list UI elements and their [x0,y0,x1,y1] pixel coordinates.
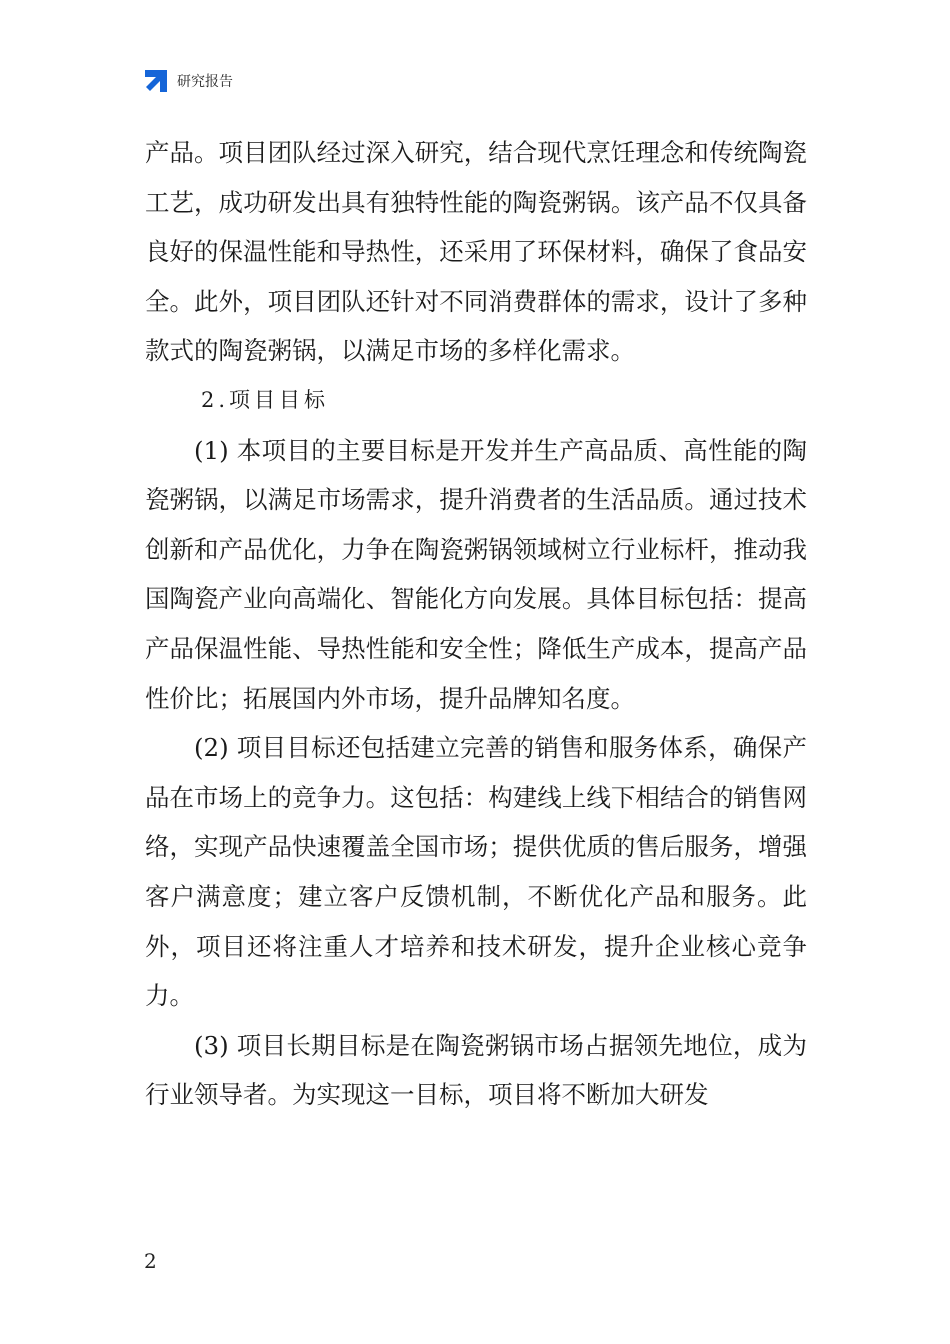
paragraph-goal-3: (3) 项目长期目标是在陶瓷粥锅市场占据领先地位，成为行业领导者。为实现这一目标，项目将不断加大研发 [145,1030,807,1110]
report-header [143,68,233,94]
section-heading-project-goals: 2.项目目标 [201,387,330,412]
page-number: 2 [144,1249,157,1273]
arrow-up-right-icon [143,68,169,94]
header-title: 研究报告 [177,74,233,90]
paragraph-goal-2: (2) 项目目标还包括建立完善的销售和服务体系，确保产品在市场上的竞争力。这包括：构建线上线下相结合的销售网络，实现产品快速覆盖全国市场；提供优质的售后服务，增强客户满意度；建立客户反馈机制，不断优化产品和服务。此外，项目还将注重人才培养和技术研发，提升企业核心竞争力。 [145,733,807,1011]
document-body [145,128,807,1120]
paragraph-intro-continued: 产品。项目团队经过深入研究，结合现代烹饪理念和传统陶瓷工艺，成功研发出具有独特性能的陶瓷粥锅。该产品不仅具备良好的保温性能和导热性，还采用了环保材料，确保了食品安全。此外，项目团队还针对不同消费群体的需求，设计了多种款式的陶瓷粥锅，以满足市场的多样化需求。 [145,138,807,366]
paragraph-goal-1: (1) 本项目的主要目标是开发并生产高品质、高性能的陶瓷粥锅，以满足市场需求，提升消费者的生活品质。通过技术创新和产品优化，力争在陶瓷粥锅领域树立行业标杆，推动我国陶瓷产业向高端化、智能化方向发展。具体目标包括：提高产品保温性能、导热性能和安全性；降低生产成本，提高产品性价比；拓展国内外市场，提升品牌知名度。 [145,435,807,713]
